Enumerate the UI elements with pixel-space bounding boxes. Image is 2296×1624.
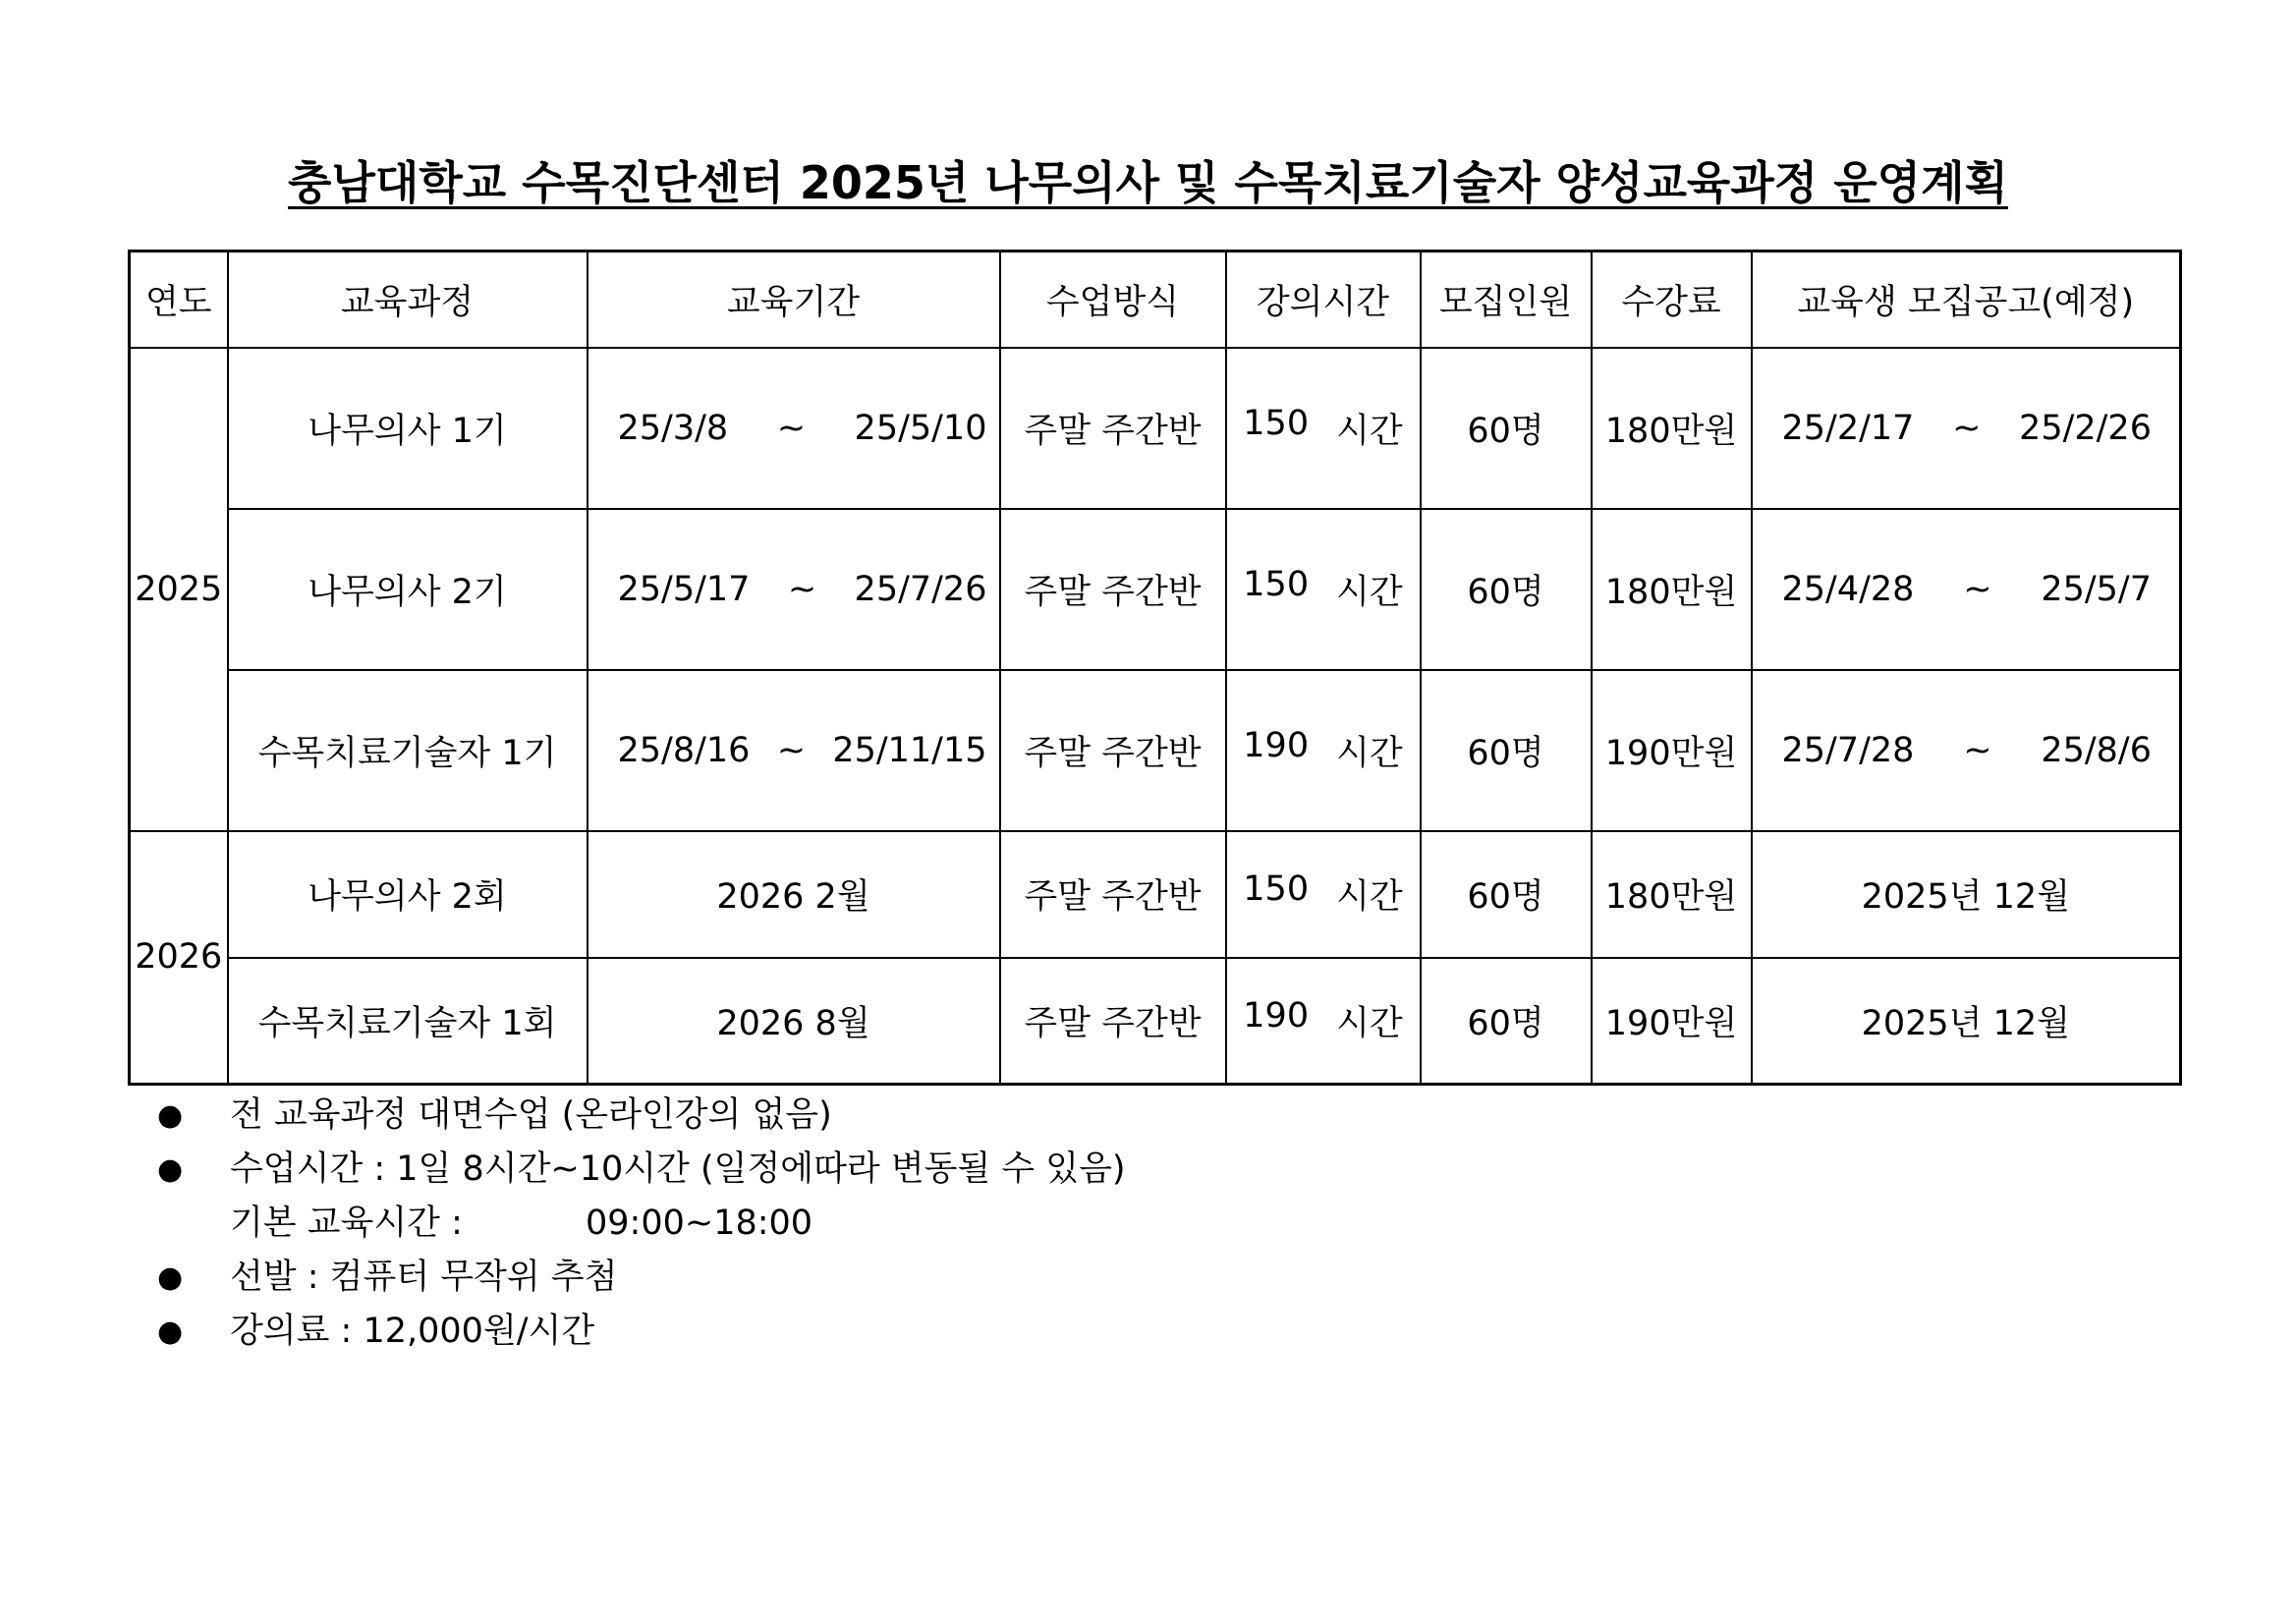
header-method: 수업방식 [1000,252,1226,348]
course-cell: 수목치료기술자 1기 [228,670,588,831]
note-subitem [157,1197,1126,1251]
period-end: 25/7/26 [854,569,987,609]
basic-hours-label: 기본 교육시간 : [230,1204,463,1243]
recruitment-cell: 2025년 12월 [1752,958,2181,1085]
recruitment-separator: ~ [1963,730,1992,770]
header-year: 연도 [130,252,228,348]
table-row [130,958,2181,1085]
hours-cell [1226,670,1421,831]
recruitment-start: 25/2/17 [1781,408,1915,448]
header-fee: 수강료 [1592,252,1752,348]
recruitment-cell [1752,348,2181,509]
course-cell: 나무의사 1기 [228,348,588,509]
recruitment-separator: ~ [1952,408,1982,448]
note-text: 강의료 : 12,000원/시간 [230,1312,595,1351]
year-cell: 2025 [130,348,228,831]
fee-cell: 180만원 [1592,348,1752,509]
document-title: 충남대학교 수목진단센터 2025년 나무의사 및 수목치료기술자 양성교육과정 운영계획 [288,156,2008,209]
hours-number: 190 [1243,725,1310,765]
period-cell [588,509,1000,670]
period-cell [588,348,1000,509]
hours-number: 150 [1243,403,1310,443]
recruitment-cell [1752,509,2181,670]
header-capacity: 모집인원 [1421,252,1592,348]
method-cell: 주말 주간반 [1000,958,1226,1085]
period-start: 25/5/17 [617,569,751,609]
note-text: 전 교육과정 대면수업 (온라인강의 없음) [230,1095,832,1135]
note-text: 선발 : 컴퓨터 무작위 추첨 [230,1258,618,1297]
period-end: 25/11/15 [832,730,987,770]
year-cell: 2026 [130,831,228,1085]
period-start: 25/8/16 [617,730,751,770]
period-cell: 2026 8월 [588,958,1000,1085]
recruitment-end: 25/2/26 [2019,408,2152,448]
recruitment-end: 25/5/7 [2041,569,2152,609]
bullet-icon: ● [157,1315,184,1349]
period-start: 25/3/8 [617,408,729,448]
course-cell: 수목치료기술자 1회 [228,958,588,1085]
basic-hours-value: 09:00~18:00 [586,1204,813,1243]
course-cell: 나무의사 2회 [228,831,588,958]
method-cell: 주말 주간반 [1000,348,1226,509]
course-plan-table [128,250,2182,1086]
bullet-icon: ● [157,1260,184,1295]
recruitment-start: 25/7/28 [1781,730,1915,770]
bullet-icon: ● [157,1098,184,1133]
header-course: 교육과정 [228,252,588,348]
recruitment-end: 25/8/6 [2041,730,2152,770]
hours-unit: 시간 [1336,411,1403,451]
hours-cell [1226,509,1421,670]
note-item [157,1251,1126,1305]
note-item [157,1089,1126,1143]
hours-unit: 시간 [1336,1003,1403,1043]
period-separator: ~ [787,569,817,609]
capacity-cell: 60명 [1421,958,1592,1085]
bullet-icon: ● [157,1152,184,1187]
header-period: 교육기간 [588,252,1000,348]
note-text: 수업시간 : 1일 8시간~10시간 (일정에따라 변동될 수 있음) [230,1149,1126,1189]
method-cell: 주말 주간반 [1000,670,1226,831]
hours-cell [1226,348,1421,509]
period-cell: 2026 2월 [588,831,1000,958]
hours-unit: 시간 [1336,877,1403,917]
hours-unit: 시간 [1336,733,1403,773]
hours-number: 150 [1243,869,1310,909]
recruitment-cell: 2025년 12월 [1752,831,2181,958]
method-cell: 주말 주간반 [1000,831,1226,958]
header-recruitment: 교육생 모집공고(예정) [1752,252,2181,348]
hours-number: 150 [1243,564,1310,604]
period-end: 25/5/10 [854,408,987,448]
capacity-cell: 60명 [1421,831,1592,958]
method-cell: 주말 주간반 [1000,509,1226,670]
table-header-row [130,252,2181,348]
capacity-cell: 60명 [1421,348,1592,509]
table-row [130,509,2181,670]
fee-cell: 180만원 [1592,509,1752,670]
hours-cell [1226,958,1421,1085]
recruitment-separator: ~ [1963,569,1992,609]
hours-cell [1226,831,1421,958]
period-separator: ~ [776,408,807,448]
header-hours: 강의시간 [1226,252,1421,348]
recruitment-cell [1752,670,2181,831]
table-row [130,348,2181,509]
fee-cell: 180만원 [1592,831,1752,958]
notes-list [157,1089,1126,1359]
note-item [157,1305,1126,1359]
note-item [157,1143,1126,1197]
recruitment-start: 25/4/28 [1781,569,1915,609]
capacity-cell: 60명 [1421,509,1592,670]
table-row [130,831,2181,958]
fee-cell: 190만원 [1592,670,1752,831]
course-cell: 나무의사 2기 [228,509,588,670]
period-cell [588,670,1000,831]
period-separator: ~ [776,730,807,770]
table-row [130,670,2181,831]
fee-cell: 190만원 [1592,958,1752,1085]
hours-number: 190 [1243,995,1310,1036]
hours-unit: 시간 [1336,572,1403,612]
capacity-cell: 60명 [1421,670,1592,831]
